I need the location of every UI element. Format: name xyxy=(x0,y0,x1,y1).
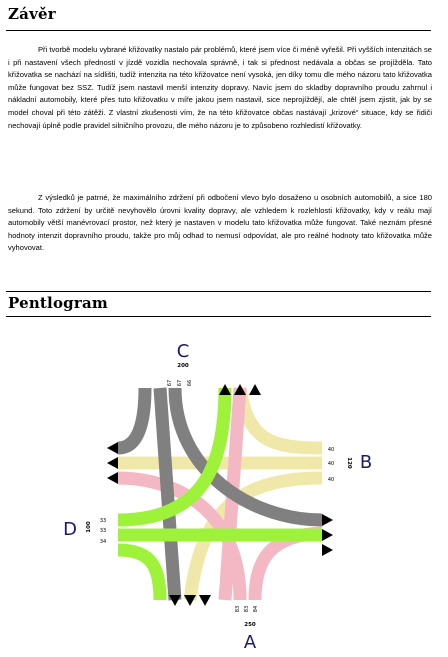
band-a-to-b xyxy=(255,533,322,600)
leg-label-d: D xyxy=(63,519,77,540)
arrowhead-right xyxy=(322,514,333,526)
divider xyxy=(6,291,431,292)
leg-total-b: 120 xyxy=(346,457,352,469)
arrowhead-left xyxy=(107,442,118,454)
flow-value-d: 34 xyxy=(99,539,107,545)
flow-value-a: 83 xyxy=(235,605,241,613)
arrowhead-right xyxy=(322,544,333,556)
flow-value-c: 67 xyxy=(177,379,183,387)
arrowhead-left xyxy=(107,457,118,469)
band-b-to-c xyxy=(240,388,322,448)
arrowhead-left xyxy=(107,472,118,484)
divider xyxy=(6,30,431,31)
flow-value-c: 66 xyxy=(187,379,193,387)
leg-total-d: 100 xyxy=(86,521,92,533)
flow-value-b: 40 xyxy=(327,461,335,467)
leg-label-a: A xyxy=(243,632,257,653)
section-title-pentlogram: Pentlogram xyxy=(8,294,108,312)
pentlogram-diagram xyxy=(0,330,448,657)
leg-label-c: C xyxy=(176,341,190,362)
paragraph-1: Při tvorbě modelu vybrané křižovatky nastalo pár problémů, které jsem více či méně vyřešil. Při vyšších intenzitách se i při nastavení všech předností v jízdě vozidla nechovala správně, i tak si přednost nedávala a občas se projížděla. Tato křižovatka se nachází na sídlišti, tudíž intenzita na této křižovatce není vysoká, jen díky tomu dle mého názoru tato křižovatka může fungovat bez SSZ. Tudíž jsem nastavil menší intenzity dopravy. Navíc jsem do skladby dopravního proudu zahrnul i nákladní automobily, které přes tuto křižovatku v míře jakou jsem nastavil, sice neprojíždějí, ale chtěl jsem zjistit, jak by se model choval při této zátěži. Z vlastní zkušenosti vím, že na této křižovatce občas nastávají „krizové“ situace, kdy se řidiči nechovají úplně podle pravidel silničního provozu, dle mého názoru je to způsobeno rozhledistí křižovatky. xyxy=(8,45,432,130)
flow-value-a: 83 xyxy=(244,605,250,613)
flow-labels xyxy=(63,341,372,653)
flow-value-a: 84 xyxy=(253,605,259,613)
leg-label-b: B xyxy=(359,452,373,473)
flow-value-b: 40 xyxy=(327,477,335,483)
paragraph-2: Z výsledků je patrné, že maximálního zdržení při odbočení vlevo bylo dosaženo u osobních automobilů, a sice 180 sekund. Toto zdržení by určitě nevyhovělo úrovni kvality dopravy, ale vzhledem k rozlehlosti křižovatky, kdy v reálu mají automobily větší manévrovací prostor, než který je nastaven v modelu tato křižovatka může fungovat. Také neznám přesné hodnoty intenzit dopravního proudu, takže pro můj odhad to nemusí odpovídat, ale pro reálné hodnoty tato křižovatka může vyhovovat. xyxy=(8,193,432,253)
divider xyxy=(6,316,431,317)
flow-value-c: 67 xyxy=(167,379,173,387)
arrowhead-right xyxy=(322,529,333,541)
band-c-to-d xyxy=(118,388,145,448)
arrowhead-down xyxy=(199,595,211,606)
section-title-zaver: Závěr xyxy=(8,5,56,23)
arrowhead-up xyxy=(249,384,261,395)
flow-value-d: 33 xyxy=(99,528,107,534)
arrowhead-down xyxy=(169,595,181,606)
flow-value-b: 40 xyxy=(327,447,335,453)
band-d-to-a xyxy=(118,550,160,600)
flow-bands xyxy=(118,388,322,600)
leg-total-a: 250 xyxy=(244,622,256,628)
flow-value-d: 33 xyxy=(99,518,107,524)
leg-total-c: 200 xyxy=(177,363,189,369)
